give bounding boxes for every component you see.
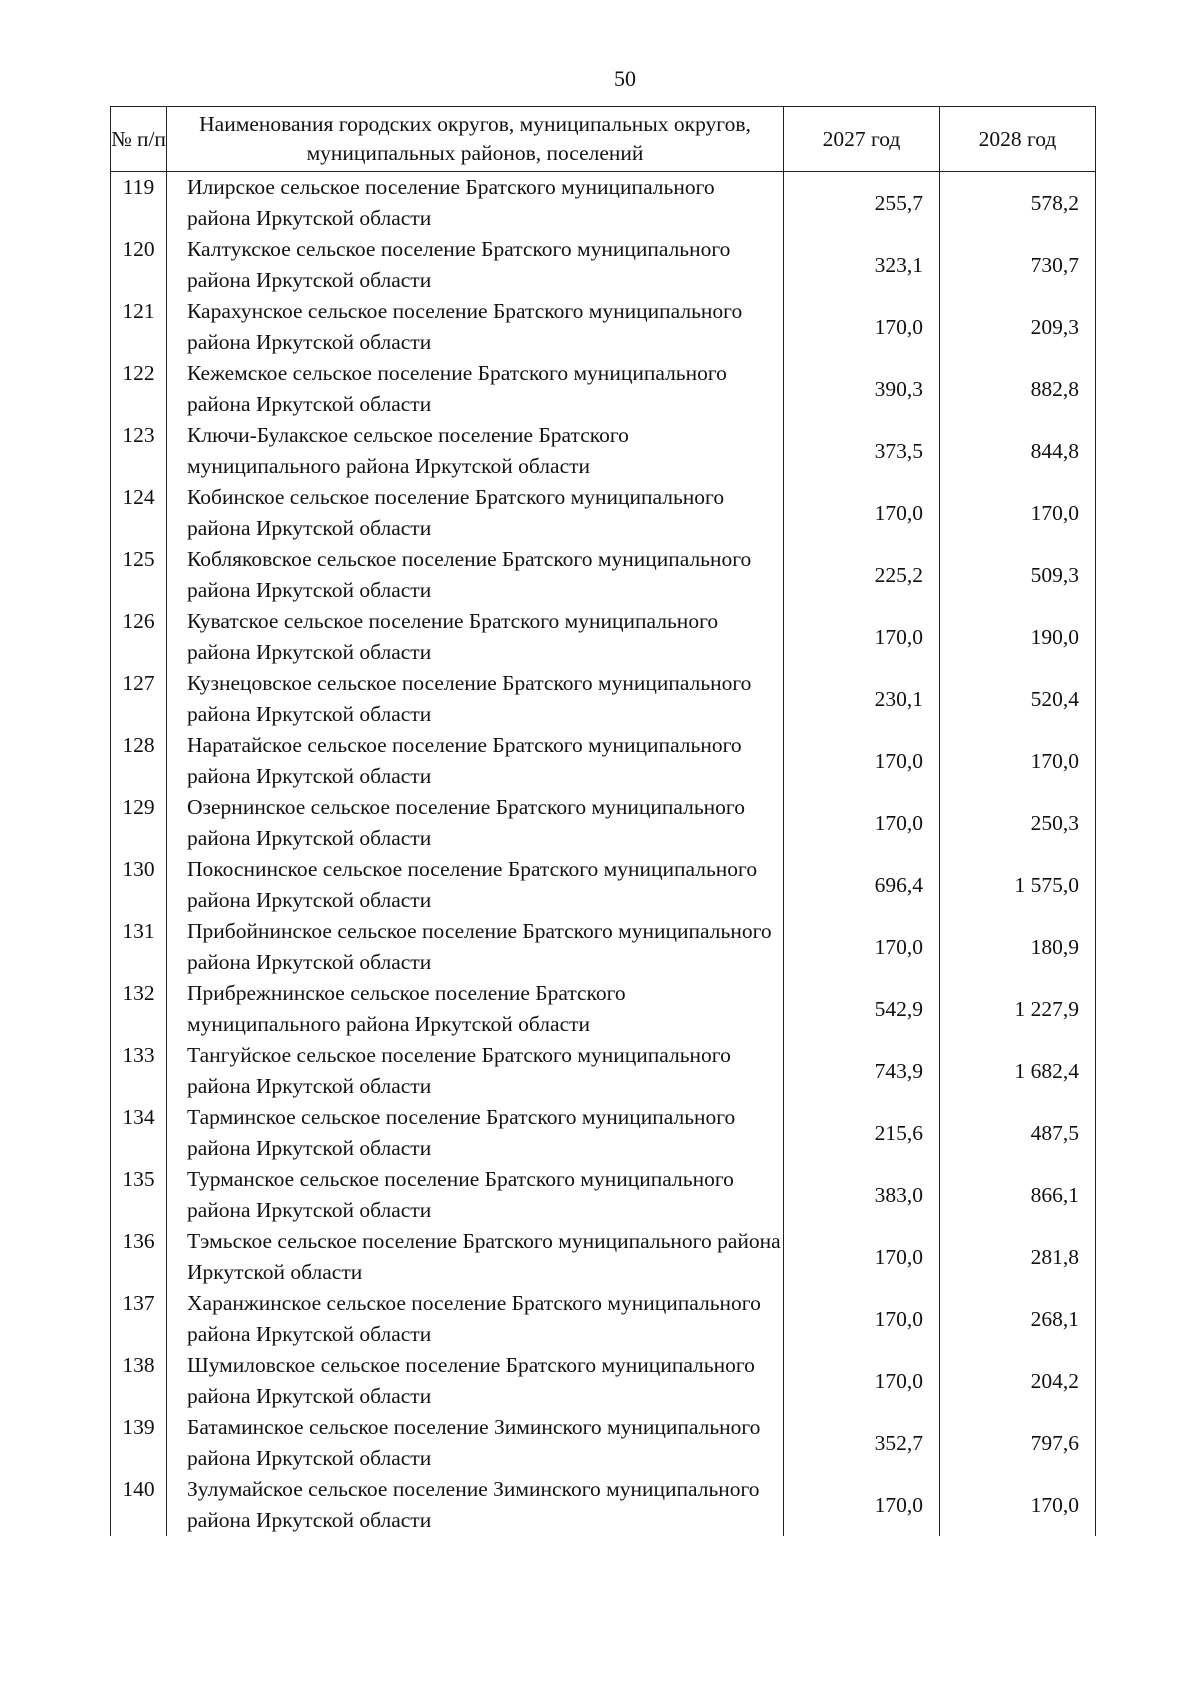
row-value-2028: 730,7 xyxy=(940,234,1096,296)
table-row xyxy=(111,668,1096,730)
row-name: Кобинское сельское поселение Братского муниципального района Иркутской области xyxy=(167,482,784,544)
row-name: Кузнецовское сельское поселение Братского муниципального района Иркутской области xyxy=(167,668,784,730)
row-name: Батаминское сельское поселение Зиминского муниципального района Иркутской области xyxy=(167,1412,784,1474)
row-value-2027: 255,7 xyxy=(784,172,940,235)
row-value-2027: 390,3 xyxy=(784,358,940,420)
table-row xyxy=(111,358,1096,420)
table-row xyxy=(111,792,1096,854)
row-name: Калтукское сельское поселение Братского муниципального района Иркутской области xyxy=(167,234,784,296)
row-name: Илирское сельское поселение Братского муниципального района Иркутской области xyxy=(167,172,784,235)
row-value-2027: 225,2 xyxy=(784,544,940,606)
row-value-2028: 520,4 xyxy=(940,668,1096,730)
row-name: Ключи-Булакское сельское поселение Братского муниципального района Иркутской области xyxy=(167,420,784,482)
row-value-2028: 268,1 xyxy=(940,1288,1096,1350)
header-year-2028: 2028 год xyxy=(940,107,1096,172)
row-value-2028: 170,0 xyxy=(940,1474,1096,1536)
table-row xyxy=(111,1412,1096,1474)
table-row xyxy=(111,234,1096,296)
row-number: 126 xyxy=(111,606,167,668)
row-value-2028: 190,0 xyxy=(940,606,1096,668)
row-value-2027: 170,0 xyxy=(784,730,940,792)
row-number: 130 xyxy=(111,854,167,916)
row-number: 136 xyxy=(111,1226,167,1288)
table-row xyxy=(111,854,1096,916)
budget-table xyxy=(110,106,1096,1536)
row-number: 131 xyxy=(111,916,167,978)
table-row xyxy=(111,296,1096,358)
row-name: Прибойнинское сельское поселение Братского муниципального района Иркутской области xyxy=(167,916,784,978)
row-value-2027: 383,0 xyxy=(784,1164,940,1226)
row-number: 122 xyxy=(111,358,167,420)
table-body xyxy=(111,172,1096,1537)
row-value-2027: 170,0 xyxy=(784,1226,940,1288)
table-row xyxy=(111,1288,1096,1350)
row-name: Шумиловское сельское поселение Братского муниципального района Иркутской области xyxy=(167,1350,784,1412)
header-row xyxy=(111,107,1096,172)
row-number: 138 xyxy=(111,1350,167,1412)
row-value-2027: 170,0 xyxy=(784,1474,940,1536)
row-number: 124 xyxy=(111,482,167,544)
row-number: 123 xyxy=(111,420,167,482)
row-number: 139 xyxy=(111,1412,167,1474)
row-number: 125 xyxy=(111,544,167,606)
row-value-2028: 204,2 xyxy=(940,1350,1096,1412)
row-value-2027: 170,0 xyxy=(784,482,940,544)
row-name: Кобляковское сельское поселение Братского муниципального района Иркутской области xyxy=(167,544,784,606)
row-number: 140 xyxy=(111,1474,167,1536)
row-name: Тангуйское сельское поселение Братского муниципального района Иркутской области xyxy=(167,1040,784,1102)
row-value-2028: 170,0 xyxy=(940,730,1096,792)
row-value-2027: 230,1 xyxy=(784,668,940,730)
table-row xyxy=(111,1350,1096,1412)
row-name: Карахунское сельское поселение Братского муниципального района Иркутской области xyxy=(167,296,784,358)
header-number: № п/п xyxy=(111,107,167,172)
row-value-2028: 281,8 xyxy=(940,1226,1096,1288)
row-value-2027: 170,0 xyxy=(784,606,940,668)
row-number: 133 xyxy=(111,1040,167,1102)
table-row xyxy=(111,482,1096,544)
row-name: Тэмьское сельское поселение Братского муниципального района Иркутской области xyxy=(167,1226,784,1288)
table-row xyxy=(111,730,1096,792)
table-row xyxy=(111,978,1096,1040)
row-value-2027: 170,0 xyxy=(784,1288,940,1350)
row-name: Тарминское сельское поселение Братского муниципального района Иркутской области xyxy=(167,1102,784,1164)
row-value-2027: 323,1 xyxy=(784,234,940,296)
row-name: Наратайское сельское поселение Братского муниципального района Иркутской области xyxy=(167,730,784,792)
row-value-2028: 1 682,4 xyxy=(940,1040,1096,1102)
row-number: 132 xyxy=(111,978,167,1040)
row-number: 120 xyxy=(111,234,167,296)
row-number: 119 xyxy=(111,172,167,235)
row-number: 127 xyxy=(111,668,167,730)
row-number: 128 xyxy=(111,730,167,792)
table-row xyxy=(111,172,1096,235)
row-value-2028: 209,3 xyxy=(940,296,1096,358)
row-value-2028: 866,1 xyxy=(940,1164,1096,1226)
row-number: 135 xyxy=(111,1164,167,1226)
table-header xyxy=(111,107,1096,172)
row-number: 129 xyxy=(111,792,167,854)
row-name: Зулумайское сельское поселение Зиминского муниципального района Иркутской области xyxy=(167,1474,784,1536)
row-name: Куватское сельское поселение Братского муниципального района Иркутской области xyxy=(167,606,784,668)
table-row xyxy=(111,606,1096,668)
table-row xyxy=(111,1102,1096,1164)
row-value-2028: 180,9 xyxy=(940,916,1096,978)
table-row xyxy=(111,1040,1096,1102)
row-value-2027: 373,5 xyxy=(784,420,940,482)
row-value-2028: 844,8 xyxy=(940,420,1096,482)
page-number: 50 xyxy=(614,66,636,91)
row-value-2028: 797,6 xyxy=(940,1412,1096,1474)
row-name: Прибрежнинское сельское поселение Братского муниципального района Иркутской области xyxy=(167,978,784,1040)
table-row xyxy=(111,1474,1096,1536)
row-value-2028: 1 227,9 xyxy=(940,978,1096,1040)
row-name: Кежемское сельское поселение Братского муниципального района Иркутской области xyxy=(167,358,784,420)
row-number: 137 xyxy=(111,1288,167,1350)
row-value-2027: 743,9 xyxy=(784,1040,940,1102)
row-value-2028: 509,3 xyxy=(940,544,1096,606)
row-value-2027: 170,0 xyxy=(784,792,940,854)
header-year-2027: 2027 год xyxy=(784,107,940,172)
table-row xyxy=(111,420,1096,482)
row-value-2027: 215,6 xyxy=(784,1102,940,1164)
row-name: Покоснинское сельское поселение Братского муниципального района Иркутской области xyxy=(167,854,784,916)
row-value-2027: 170,0 xyxy=(784,1350,940,1412)
row-value-2027: 170,0 xyxy=(784,916,940,978)
table-row xyxy=(111,916,1096,978)
row-name: Харанжинское сельское поселение Братского муниципального района Иркутской области xyxy=(167,1288,784,1350)
row-value-2027: 352,7 xyxy=(784,1412,940,1474)
row-name: Озернинское сельское поселение Братского муниципального района Иркутской области xyxy=(167,792,784,854)
row-name: Турманское сельское поселение Братского муниципального района Иркутской области xyxy=(167,1164,784,1226)
row-number: 121 xyxy=(111,296,167,358)
row-value-2028: 250,3 xyxy=(940,792,1096,854)
row-value-2028: 170,0 xyxy=(940,482,1096,544)
row-value-2027: 696,4 xyxy=(784,854,940,916)
row-value-2028: 1 575,0 xyxy=(940,854,1096,916)
table-row xyxy=(111,544,1096,606)
row-value-2028: 882,8 xyxy=(940,358,1096,420)
row-value-2028: 487,5 xyxy=(940,1102,1096,1164)
row-value-2027: 170,0 xyxy=(784,296,940,358)
row-value-2027: 542,9 xyxy=(784,978,940,1040)
table-row xyxy=(111,1164,1096,1226)
header-name: Наименования городских округов, муниципальных округов, муниципальных районов, поселений xyxy=(167,107,784,172)
table-row xyxy=(111,1226,1096,1288)
row-number: 134 xyxy=(111,1102,167,1164)
row-value-2028: 578,2 xyxy=(940,172,1096,235)
